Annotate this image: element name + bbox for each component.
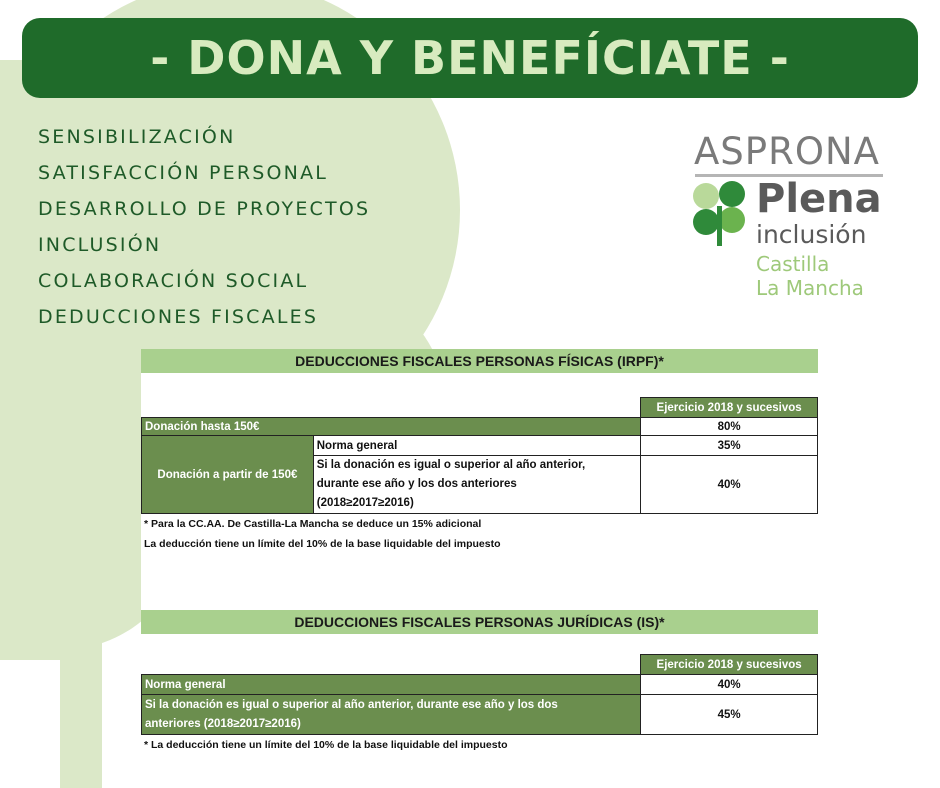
irpf-row2b-line: (2018≥2017≥2016)	[316, 497, 414, 509]
banner-title: - DONA Y BENEFÍCIATE -	[150, 31, 790, 85]
benefit-item: SATISFACCIÓN PERSONAL	[38, 162, 329, 184]
irpf-row2b-line: durante ese año y los dos anteriores	[316, 478, 517, 490]
table-row	[142, 695, 818, 735]
table-row	[142, 418, 818, 436]
title-banner	[22, 18, 918, 98]
irpf-row2b-label	[313, 456, 641, 514]
logo-plena: Plena	[756, 176, 882, 222]
irpf-row2-label: Donación a partir de 150€	[142, 436, 314, 514]
is-table	[141, 654, 818, 735]
benefits-list	[38, 124, 370, 340]
is-row2-line: Si la donación es igual o superior al año anterior, durante ese año y los dos	[145, 698, 558, 711]
irpf-column-header: Ejercicio 2018 y sucesivos	[641, 398, 818, 418]
irpf-note-1: * Para la CC.AA. De Castilla-La Mancha se deduce un 15% adicional	[144, 518, 482, 530]
table-row	[142, 436, 818, 456]
irpf-row2a-value: 35%	[641, 436, 818, 456]
asprona-logo	[690, 128, 890, 308]
logo-la-mancha: La Mancha	[756, 276, 864, 300]
irpf-row2b-value: 40%	[641, 456, 818, 514]
irpf-table	[141, 397, 818, 514]
benefit-item: COLABORACIÓN SOCIAL	[38, 270, 309, 292]
irpf-note-2: La deducción tiene un límite del 10% de la base liquidable del impuesto	[144, 538, 501, 550]
benefit-item: INCLUSIÓN	[38, 234, 162, 256]
is-row2-line: anteriores (2018≥2017≥2016)	[145, 717, 301, 730]
table-row	[142, 675, 818, 695]
irpf-row1-value: 80%	[641, 418, 818, 436]
irpf-row1-label: Donación hasta 150€	[142, 418, 641, 436]
is-title: DEDUCCIONES FISCALES PERSONAS JURÍDICAS (IS)*	[141, 610, 818, 634]
is-row2-value: 45%	[641, 695, 818, 735]
deductions-card	[141, 349, 818, 755]
is-note: * La deducción tiene un límite del 10% de la base liquidable del impuesto	[144, 739, 508, 751]
is-row1-label: Norma general	[142, 675, 641, 695]
logo-inclusion: inclusión	[756, 220, 867, 249]
benefit-item: DEDUCCIONES FISCALES	[38, 306, 319, 328]
benefit-item: DESARROLLO DE PROYECTOS	[38, 198, 371, 220]
clover-icon	[692, 180, 750, 246]
irpf-row2b-line: Si la donación es igual o superior al año anterior,	[316, 459, 586, 471]
logo-castilla: Castilla	[756, 252, 830, 276]
is-column-header: Ejercicio 2018 y sucesivos	[641, 655, 818, 675]
irpf-row2a-label: Norma general	[313, 436, 641, 456]
is-row2-label	[142, 695, 641, 735]
logo-brand: ASPRONA	[694, 130, 880, 173]
is-row1-value: 40%	[641, 675, 818, 695]
irpf-title: DEDUCCIONES FISCALES PERSONAS FÍSICAS (IRPF)*	[141, 349, 818, 373]
benefit-item: SENSIBILIZACIÓN	[38, 126, 236, 148]
